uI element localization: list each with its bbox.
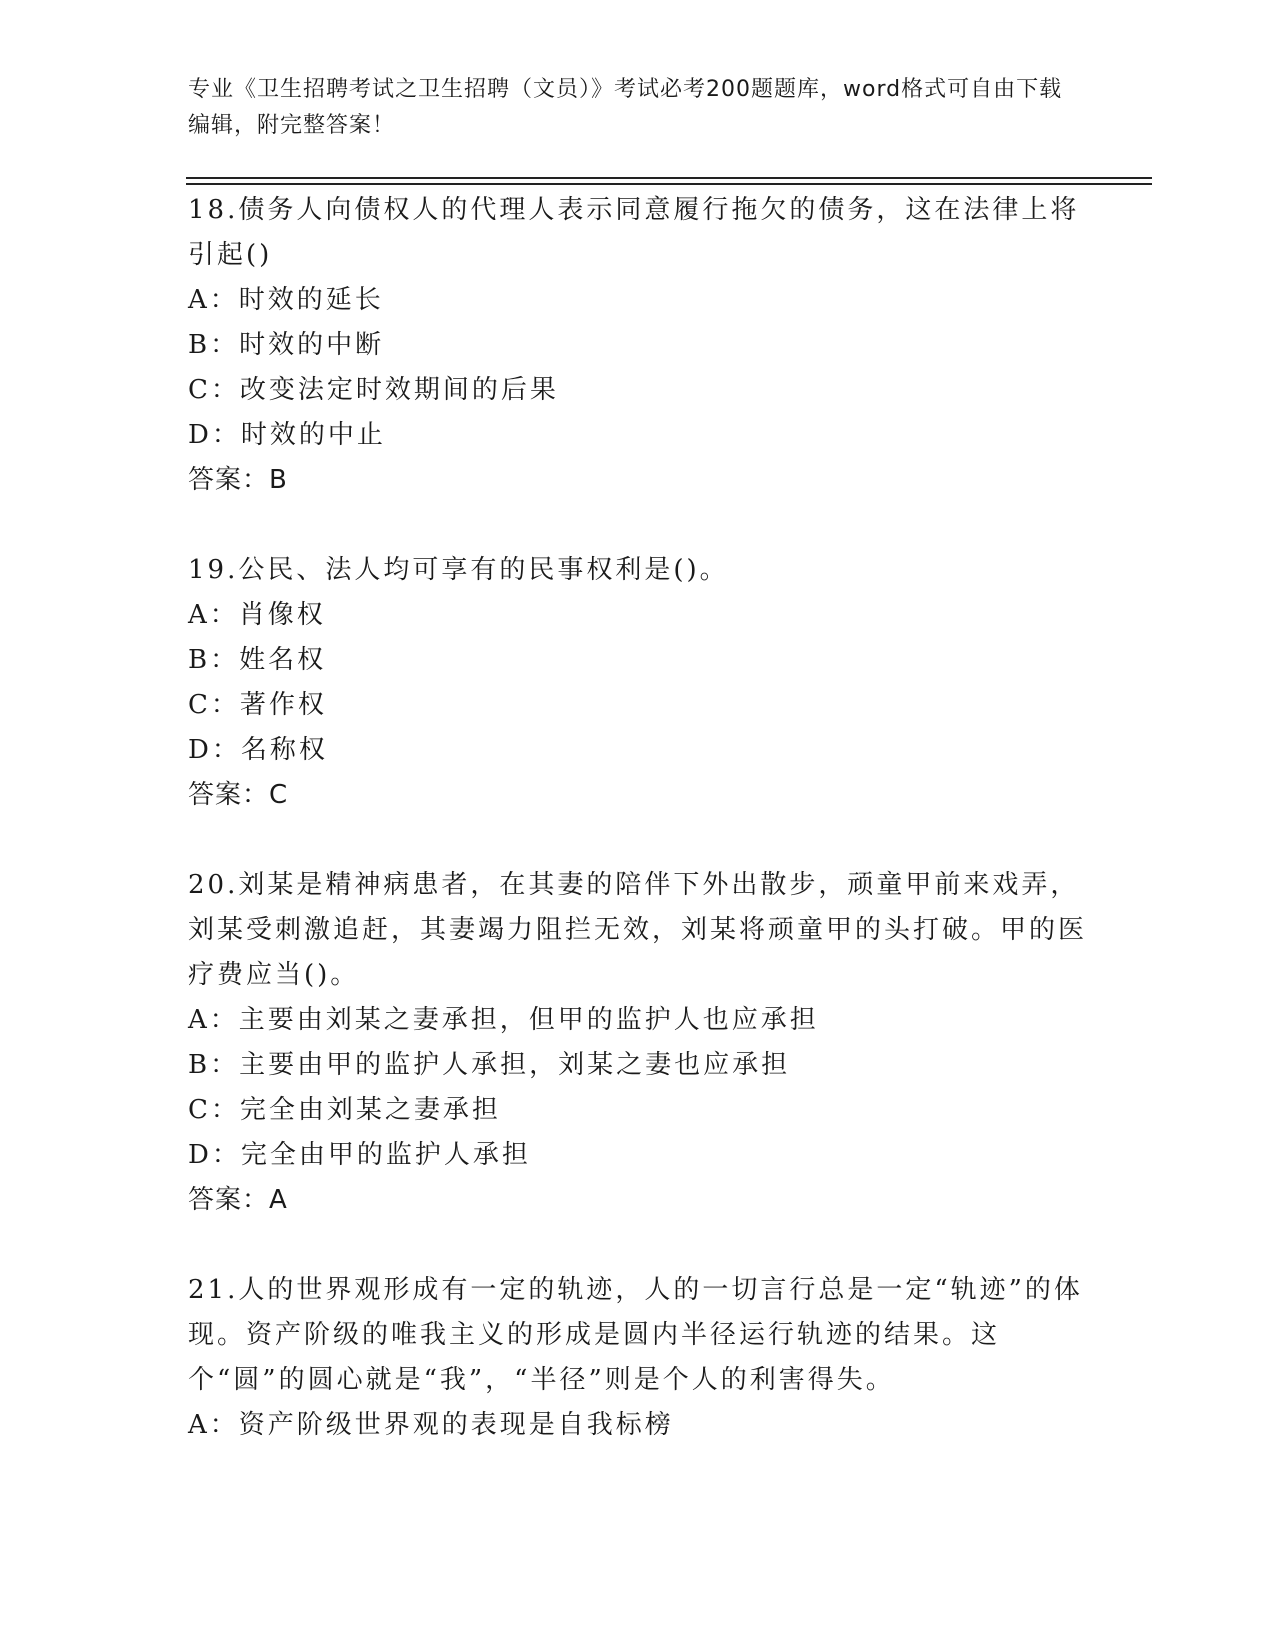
option-d: D：名称权 [188, 735, 328, 765]
question-18 [188, 188, 1088, 548]
header-divider-bottom [186, 183, 1152, 185]
question-list [188, 188, 1088, 1448]
option-a: A：资产阶级世界观的表现是自我标榜 [188, 1410, 674, 1440]
option-a: A：主要由刘某之妻承担，但甲的监护人也应承担 [188, 1005, 819, 1035]
question-spacer [188, 503, 1088, 548]
question-spacer [188, 1223, 1088, 1268]
question-20 [188, 863, 1088, 1268]
answer-line: 答案：C [188, 780, 289, 810]
question-spacer [188, 818, 1088, 863]
answer-line: 答案：A [188, 1185, 288, 1215]
question-21 [188, 1268, 1088, 1448]
option-b: B：主要由甲的监护人承担，刘某之妻也应承担 [188, 1050, 791, 1080]
answer-line: 答案：B [188, 465, 288, 495]
question-stem: 21.人的世界观形成有一定的轨迹，人的一切言行总是一定“轨迹”的体现。资产阶级的唯我主义的形成是圆内半径运行轨迹的结果。这个“圆”的圆心就是“我”，“半径”则是个人的利害得失。 [188, 1275, 1083, 1395]
option-c: C：著作权 [188, 690, 327, 720]
option-b: B：时效的中断 [188, 330, 385, 360]
document-header: 专业《卫生招聘考试之卫生招聘（文员）》考试必考200题题库，word格式可自由下载编辑，附完整答案！ [188, 77, 1063, 138]
option-c: C：完全由刘某之妻承担 [188, 1095, 501, 1125]
option-c: C：改变法定时效期间的后果 [188, 375, 559, 405]
question-19 [188, 548, 1088, 863]
header-divider-top [186, 177, 1152, 179]
option-a: A：肖像权 [188, 600, 326, 630]
question-stem: 18.债务人向债权人的代理人表示同意履行拖欠的债务，这在法律上将引起() [188, 195, 1080, 270]
option-a: A：时效的延长 [188, 285, 384, 315]
question-stem: 19.公民、法人均可享有的民事权利是()。 [188, 555, 729, 585]
question-stem: 20.刘某是精神病患者，在其妻的陪伴下外出散步，顽童甲前来戏弄，刘某受刺激追赶，其妻竭力阻拦无效，刘某将顽童甲的头打破。甲的医疗费应当()。 [188, 870, 1088, 990]
option-d: D：完全由甲的监护人承担 [188, 1140, 531, 1170]
option-b: B：姓名权 [188, 645, 327, 675]
option-d: D：时效的中止 [188, 420, 386, 450]
